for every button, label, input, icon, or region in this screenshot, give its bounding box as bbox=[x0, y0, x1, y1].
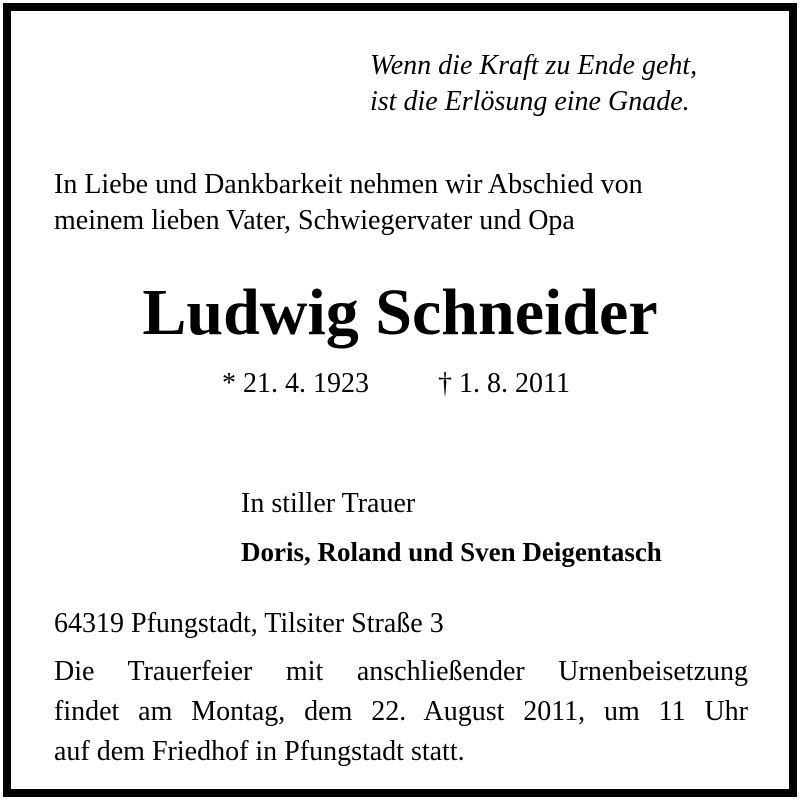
intro-text bbox=[54, 167, 754, 239]
funeral-line: findet am Montag, dem 22. August 2011, um 11 Uhr bbox=[54, 696, 748, 727]
motto-line: Wenn die Kraft zu Ende geht, bbox=[370, 50, 698, 81]
intro-line: In Liebe und Dankbarkeit nehmen wir Abschied von bbox=[54, 169, 643, 200]
address-line: 64319 Pfungstadt, Tilsiter Straße 3 bbox=[54, 608, 444, 639]
motto-quote bbox=[360, 48, 760, 120]
death-date: † 1. 8. 2011 bbox=[438, 368, 570, 399]
deceased-name: Ludwig Schneider bbox=[142, 276, 658, 349]
mourner-names: Doris, Roland und Sven Deigentasch bbox=[241, 537, 662, 567]
funeral-notice bbox=[54, 652, 748, 772]
funeral-line: Die Trauerfeier mit anschließender Urnenbeisetzung bbox=[54, 656, 748, 687]
funeral-line: auf dem Friedhof in Pfungstadt statt. bbox=[54, 736, 465, 767]
intro-line: meinem lieben Vater, Schwiegervater und Opa bbox=[54, 205, 575, 236]
mourning-heading: In stiller Trauer bbox=[241, 488, 416, 519]
birth-date: * 21. 4. 1923 bbox=[222, 368, 369, 399]
motto-line: ist die Erlösung eine Gnade. bbox=[370, 86, 690, 117]
